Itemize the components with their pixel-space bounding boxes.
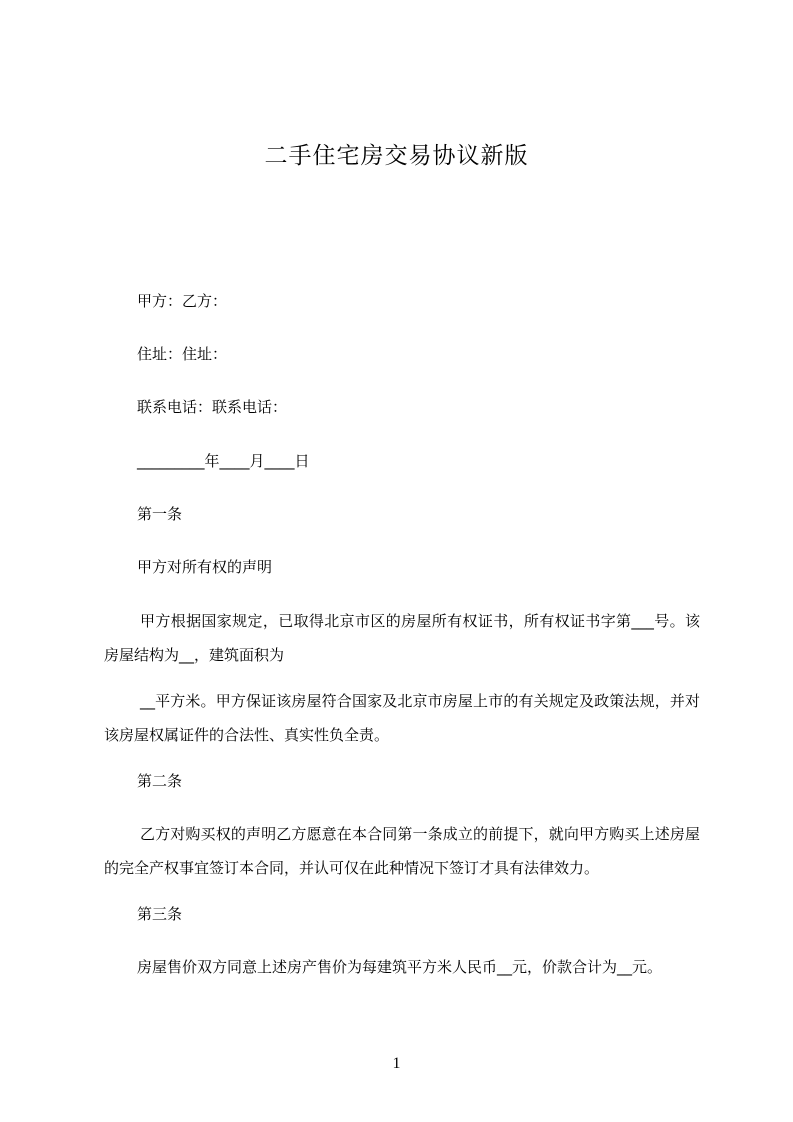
- article2-paragraph: 乙方对购买权的声明乙方愿意在本合同第一条成立的前提下，就向甲方购买上述房屋的完全产权事宜签订本合同，并认可仅在此种情况下签订才具有法律效力。: [104, 825, 700, 877]
- article1-paragraph-1: 甲方根据国家规定，已取得北京市区的房屋所有权证书，所有权证书字第___号。该房屋结构为__，建筑面积为: [104, 612, 700, 664]
- article1-heading: 第一条: [137, 505, 183, 523]
- phone-line: 联系电话：联系电话：: [137, 398, 288, 416]
- page-number: 1: [392, 1055, 401, 1072]
- article1-subheading: 甲方对所有权的声明: [137, 558, 273, 576]
- article3-paragraph: 房屋售价双方同意上述房产售价为每建筑平方米人民币__元，价款合计为__元。: [137, 958, 663, 976]
- article3-heading: 第三条: [137, 905, 183, 923]
- address-line: 住址：住址：: [137, 345, 228, 363]
- party-line: 甲方：乙方：: [137, 292, 228, 310]
- document-title: 二手住宅房交易协议新版: [264, 143, 529, 169]
- article1-paragraph-2: __平方米。甲方保证该房屋符合国家及北京市房屋上市的有关规定及政策法规，并对该房屋权属证件的合法性、真实性负全责。: [104, 692, 700, 744]
- date-line: _________年____月____日: [137, 452, 310, 470]
- article2-heading: 第二条: [137, 772, 183, 790]
